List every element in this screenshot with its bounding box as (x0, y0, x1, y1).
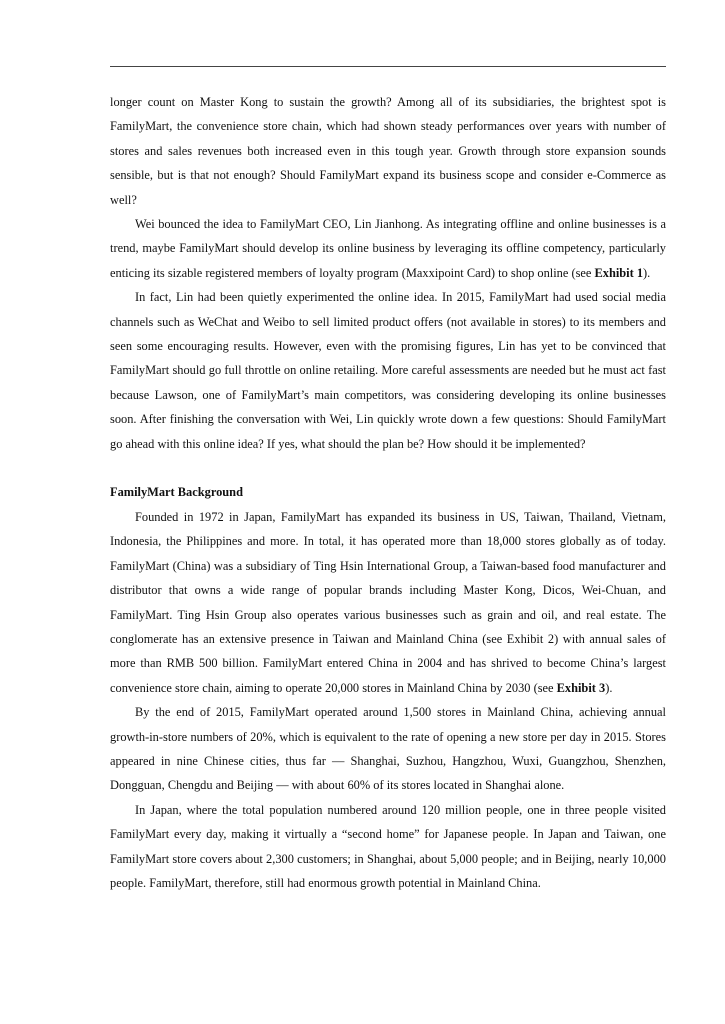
document-body (110, 90, 666, 895)
paragraph-wei-idea (110, 212, 666, 285)
paragraph-online-experiment: In fact, Lin had been quietly experimented the online idea. In 2015, FamilyMart had used social media channels such as WeChat and Weibo to sell limited product offers (not available in stores) to its members and seen some encouraging results. However, even with the promising figures, Lin has yet to be convinced that FamilyMart should go full throttle on online retailing. More careful assessments are needed but he must act fast because Lawson, one of FamilyMart’s main competitors, was considering developing its online businesses soon. After finishing the conversation with Wei, Lin quickly wrote down a few questions: Should FamilyMart go ahead with this online idea? If yes, what should the plan be? How should it be implemented? (110, 290, 666, 451)
paragraph-store-growth: By the end of 2015, FamilyMart operated around 1,500 stores in Mainland China, achieving annual growth-in-store numbers of 20%, which is equivalent to the rate of opening a new store per day in 2015. Stores appeared in nine Chinese cities, thus far — Shanghai, Suzhou, Hangzhou, Wuxi, Guangzhou, Shenzhen, Dongguan, Chengdu and Beijing — with about 60% of its stores located in Shanghai alone. (110, 705, 666, 793)
paragraph-text: Founded in 1972 in Japan, FamilyMart has expanded its business in US, Taiwan, Thailand, Vietnam, Indonesia, the Philippines and more. In total, it has operated more than 18,000 stores globally as of today. FamilyMart (China) was a subsidiary of Ting Hsin International Group, a Taiwan-based food manufacturer and distributor that owns a wide range of popular brands including Master Kong, Dicos, Wei-Chuan, and FamilyMart. Ting Hsin Group also operates various businesses such as grain and oil, and real estate. The conglomerate has an extensive presence in Taiwan and Mainland China (see Exhibit 2) with annual sales of more than RMB 500 billion. FamilyMart entered China in 2004 and has shrived to become China’s largest convenience store chain, aiming to operate 20,000 stores in Mainland China by 2030 (see (110, 509, 666, 695)
paragraph-intro-continued: longer count on Master Kong to sustain the growth? Among all of its subsidiaries, the brightest spot is FamilyMart, the convenience store chain, which had shown steady performances over years with number of stores and sales revenues both increased even in this tough year. Growth through store expansion sounds sensible, but is that not enough? Should FamilyMart expand its business scope and consider e-Commerce as well? (110, 95, 666, 207)
exhibit-3-reference: Exhibit 3 (556, 680, 606, 695)
paragraph-japan-comparison: In Japan, where the total population numbered around 120 million people, one in three people visited FamilyMart every day, making it virtually a “second home” for Japanese people. In Japan and Taiwan, one FamilyMart store covers about 2,300 customers; in Shanghai, about 5,000 people; and in Beijing, nearly 10,000 people. FamilyMart, therefore, still had enormous growth potential in Mainland China. (110, 802, 666, 890)
section-heading: FamilyMart Background (110, 485, 243, 500)
header-rule (110, 66, 666, 67)
paragraph-text-end: ). (605, 680, 613, 695)
exhibit-1-reference: Exhibit 1 (594, 265, 644, 280)
paragraph-founding (110, 505, 666, 700)
paragraph-text-end: ). (643, 265, 651, 280)
paragraph-text: Wei bounced the idea to FamilyMart CEO, Lin Jianhong. As integrating offline and online businesses is a trend, maybe FamilyMart should develop its online business by leveraging its offline competency, particularly enticing its sizable registered members of loyalty program (Maxxipoint Card) to shop online (see (110, 217, 666, 280)
